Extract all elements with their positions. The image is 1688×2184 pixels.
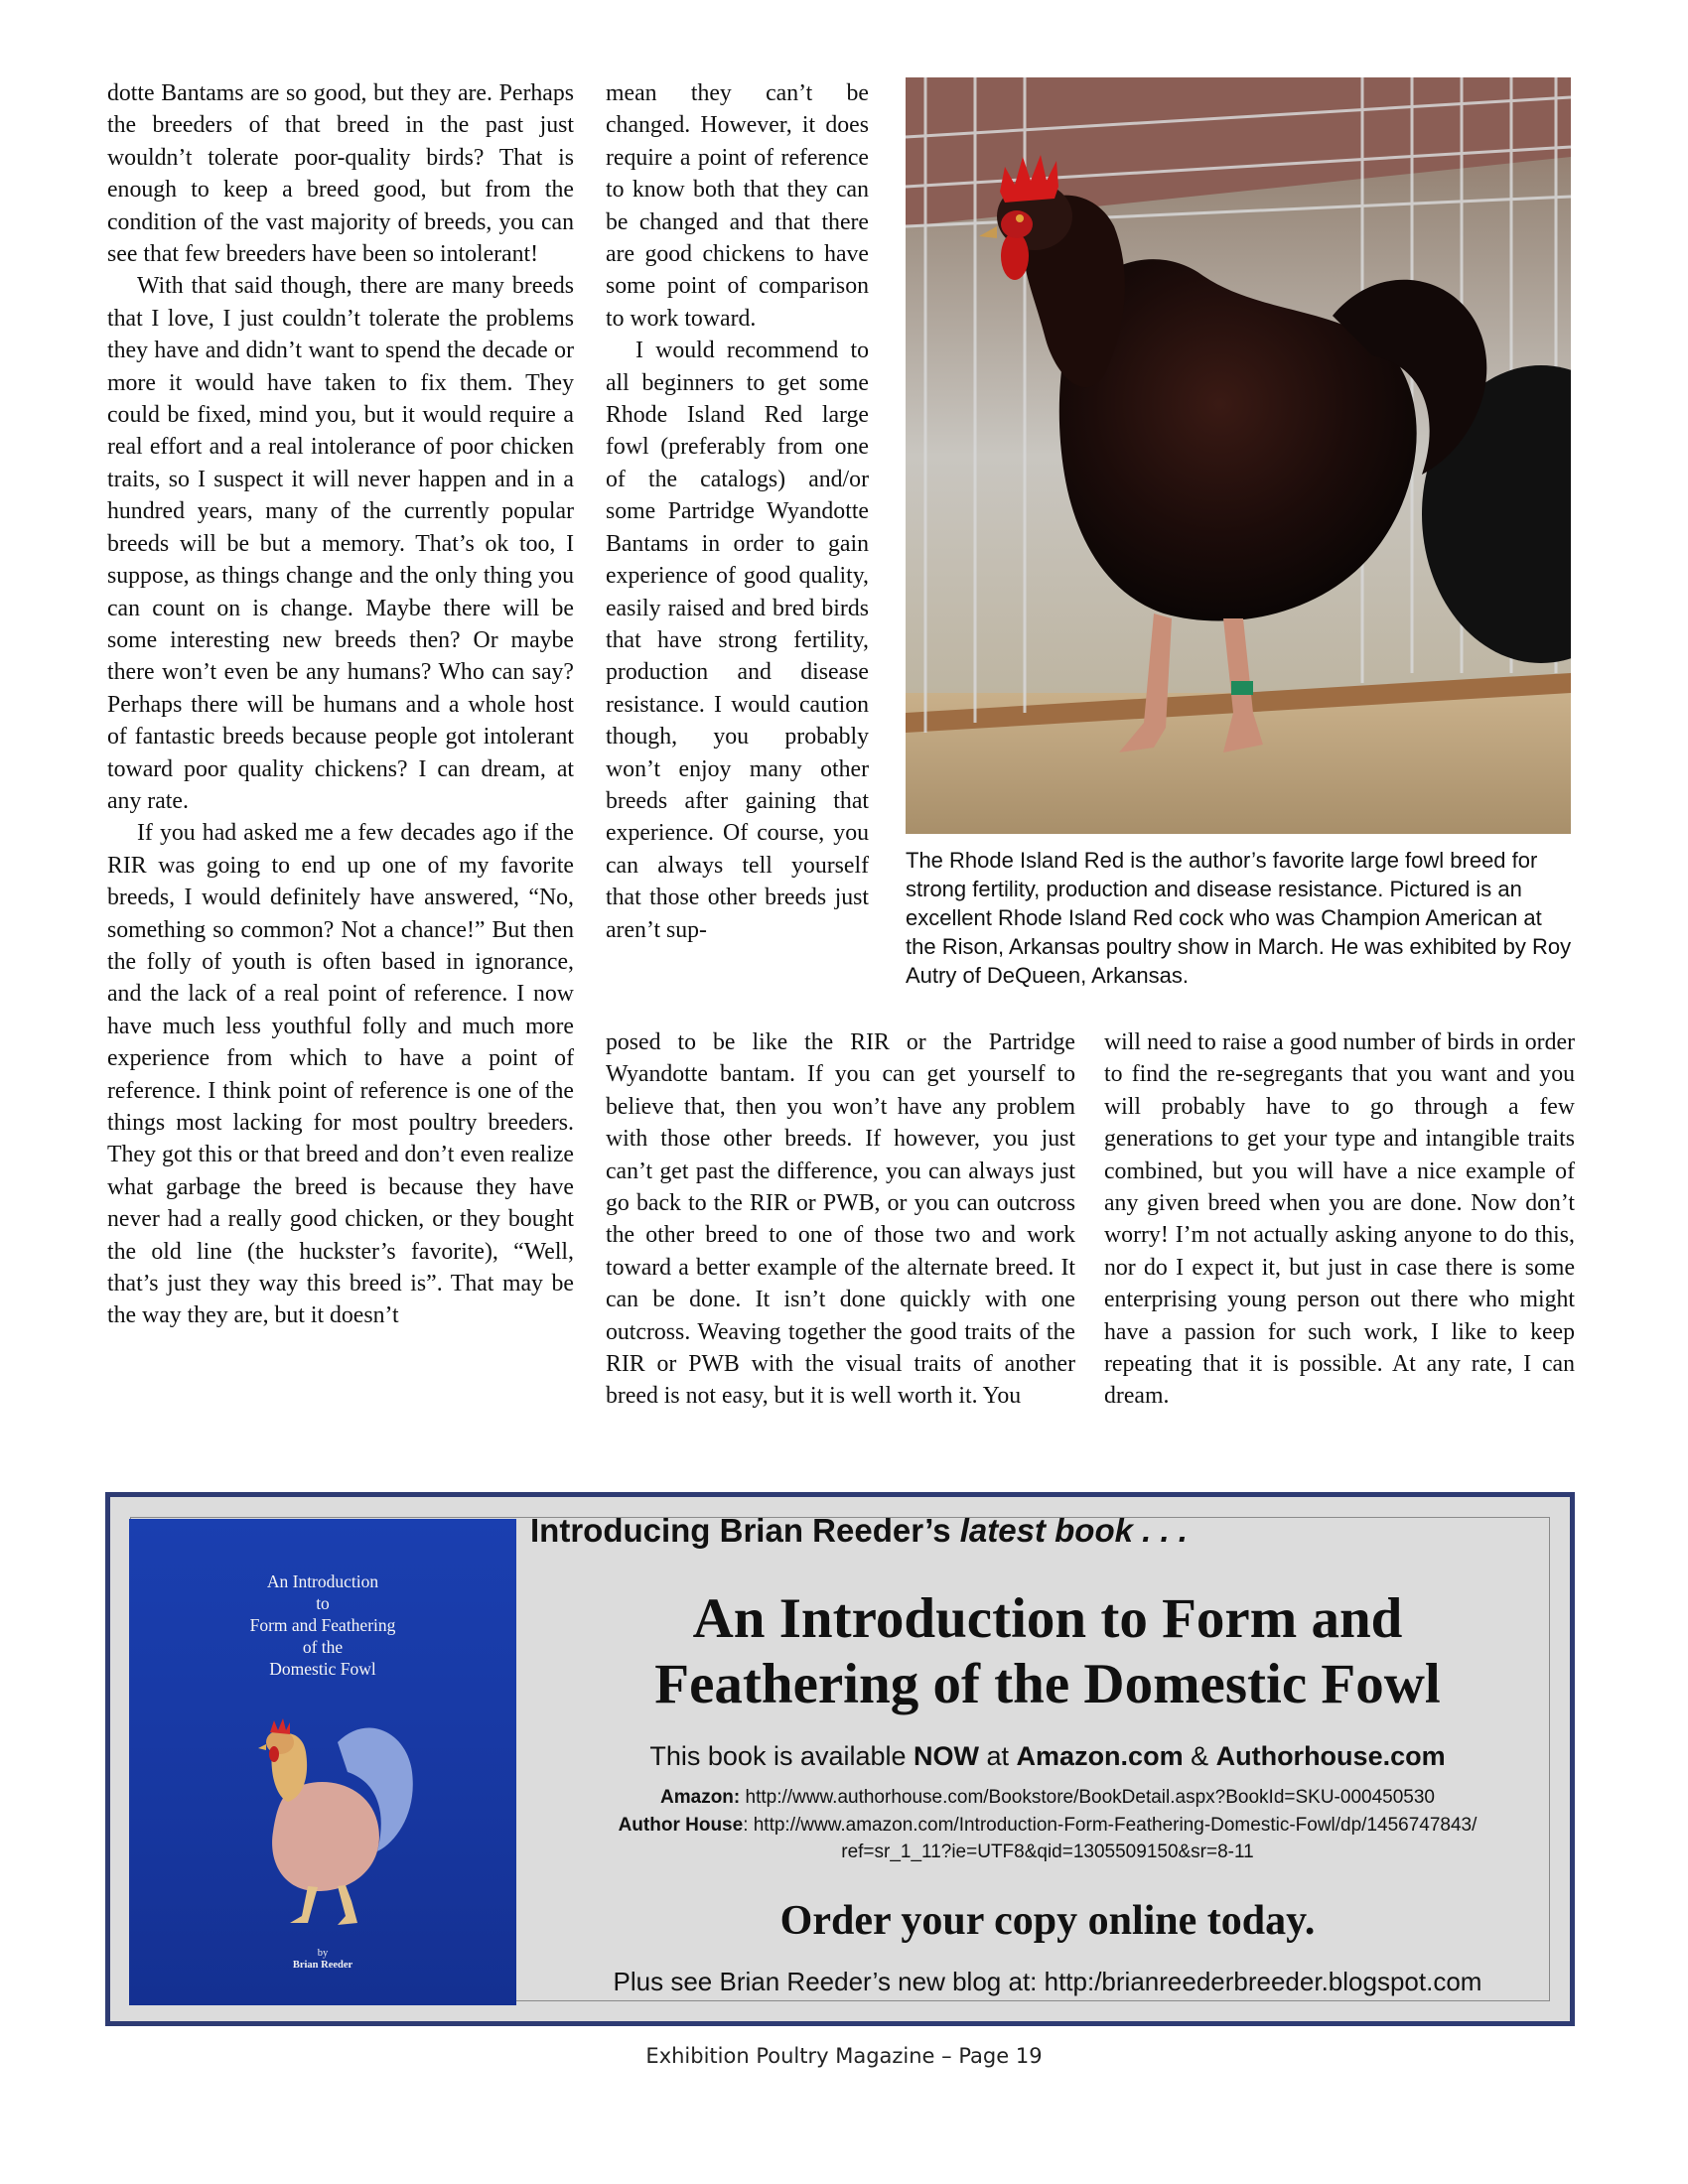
cover-author-name: Brian Reeder bbox=[292, 1960, 353, 1971]
cover-line: of the bbox=[302, 1637, 344, 1657]
ad-blog-line[interactable]: Plus see Brian Reeder’s new blog at: http:/brianreederbreeder.blogspot.com bbox=[613, 1967, 1482, 1996]
article-column-1 bbox=[107, 77, 574, 1332]
photo-caption: The Rhode Island Red is the author’s favorite large fowl breed for strong fertility, production and disease resistance. Pictured is an excellent Rhode Island Red cock who was Champion American at the Rison, Arkansas poultry show in March. He was exhibited by Roy Autry of DeQueen, Arkansas. bbox=[906, 848, 1572, 988]
book-cover bbox=[129, 1519, 516, 2005]
ad-intro-emphasis: latest book . . . bbox=[959, 1512, 1188, 1549]
avail-now: NOW bbox=[914, 1741, 980, 1771]
avail-authorhouse[interactable]: Authorhouse.com bbox=[1215, 1741, 1446, 1771]
avail-text: & bbox=[1183, 1741, 1216, 1771]
paragraph: With that said though, there are many breeds that I love, I just couldn’t tolerate the problems they have and didn’t want to spend the decade or more it would have taken to fix them. They could be fixed, mind you, but it would require a real effort and a real intolerance of poor chicken traits, so I suspect it will never happen and in a hundred years, many of the currently popular breeds will be but a memory. That’s ok too, I suppose, as things change and the only thing you can count on is change. Maybe there will be some interesting new breeds then? Or maybe there won’t even be any humans? Who can say? Perhaps there will be humans and a whole host of fantastic breeds because people got intolerant toward poor quality chickens? I can dream, at any rate. bbox=[107, 273, 574, 814]
ad-intro-heading bbox=[530, 1511, 1325, 1551]
authorhouse-link-line bbox=[536, 1812, 1559, 1865]
ad-intro-lead: Introducing Brian Reeder’s bbox=[530, 1512, 960, 1549]
rooster-photo bbox=[906, 77, 1571, 834]
avail-amazon[interactable]: Amazon.com bbox=[1016, 1741, 1184, 1771]
amazon-url[interactable]: http://www.authorhouse.com/Bookstore/BookDetail.aspx?BookId=SKU-000450530 bbox=[740, 1787, 1435, 1808]
cover-line: to bbox=[316, 1593, 330, 1613]
ad-book-title bbox=[536, 1586, 1559, 1717]
paragraph: If you had asked me a few decades ago if the RIR was going to end up one of my favorite breeds, I would definitely have answered, “No, something so common? Not a chance!” But then the folly of youth is often based in ignorance, and the lack of a real point of reference. I now have much less youthful folly and much more experience from which to have a point of reference. I think point of reference is one of the things most lacking for most poultry breeders. They got this or that breed and don’t even realize what garbage the breed is because they have never had a really good chicken, or they bought the old line (the huckster’s favorite), “Well, that’s just they way this breed is”. That may be the way they are, but it doesn’t bbox=[107, 820, 574, 1329]
page-footer: Exhibition Poultry Magazine – Page 19 bbox=[645, 2044, 1043, 2068]
amazon-link-line bbox=[536, 1784, 1559, 1811]
paragraph: I would recommend to all beginners to get some Rhode Island Red large fowl (preferably from one of the catalogs) and/or some Partridge Wyandotte Bantams in order to gain experience of good quality, easily raised and bred birds that have strong fertility, production and disease resistance. I would caution though, you probably won’t enjoy many other breeds after gaining that experience. Of course, you can always tell yourself that those other breeds just aren’t sup- bbox=[606, 338, 869, 943]
avail-text: at bbox=[979, 1741, 1017, 1771]
cover-line: Domestic Fowl bbox=[269, 1659, 376, 1679]
paragraph: posed to be like the RIR or the Partridge Wyandotte bantam. If you can get yourself to believe that, then you won’t have any problem with those other breeds. If however, you just can’t get past the difference, you can always just go back to the RIR or PWB, or you can outcross the other breed to one of those two and work toward a better example of the alternate breed. It can be done. It isn’t done quickly with one outcross. Weaving together the good traits of the RIR or PWB with the visual traits of another breed is not easy, but it is well worth it. You bbox=[606, 1029, 1075, 1410]
paragraph: mean they can’t be changed. However, it does require a point of reference to know both that they can be changed and that there are good chickens to have some point of comparison to work toward. bbox=[606, 80, 869, 332]
amazon-label: Amazon: bbox=[660, 1787, 741, 1808]
ad-availability bbox=[536, 1739, 1559, 1773]
ad-title-line: Feathering of the Domestic Fowl bbox=[654, 1653, 1441, 1715]
rooster-illustration bbox=[228, 1703, 417, 1931]
cover-by: by bbox=[317, 1948, 329, 1959]
ad-order-callout: Order your copy online today. bbox=[779, 1898, 1316, 1944]
article-column-3 bbox=[1104, 1026, 1575, 1413]
cover-line: An Introduction bbox=[266, 1571, 379, 1591]
article-column-2-continued bbox=[606, 1026, 1075, 1413]
authorhouse-label: Author House bbox=[618, 1815, 744, 1836]
book-cover-author bbox=[129, 1948, 516, 1972]
authorhouse-url[interactable]: : http://www.amazon.com/Introduction-Form-Feathering-Domestic-Fowl/dp/1456747843/ bbox=[743, 1815, 1477, 1836]
article-column-2 bbox=[606, 77, 869, 946]
rooster-cage-image bbox=[906, 77, 1571, 834]
ad-title-line: An Introduction to Form and bbox=[692, 1587, 1403, 1650]
paragraph: will need to raise a good number of birds in order to find the re-segregants that you want and you will probably have to go through a few generations to get your type and intangible traits combined, but you will have a nice example of any given breed when you are done. Now don’t worry! I’m not actually asking anyone to do this, nor do I expect it, but just in case there is some enterprising young person out there who might have a passion for such work, I like to keep repeating that it is possible. At any rate, I can dream. bbox=[1104, 1029, 1575, 1410]
cover-line: Form and Feathering bbox=[249, 1615, 396, 1635]
authorhouse-url-cont[interactable]: ref=sr_1_11?ie=UTF8&qid=1305509150&sr=8-11 bbox=[841, 1842, 1254, 1862]
paragraph: dotte Bantams are so good, but they are. Perhaps the breeders of that breed in the past just wouldn’t tolerate poor-quality birds? That is enough to keep a breed good, but from the condition of the vast majority of breeds, you can see that few breeders have been so intolerant! bbox=[107, 80, 574, 268]
book-cover-title bbox=[129, 1570, 516, 1680]
avail-text: This book is available bbox=[649, 1741, 914, 1771]
